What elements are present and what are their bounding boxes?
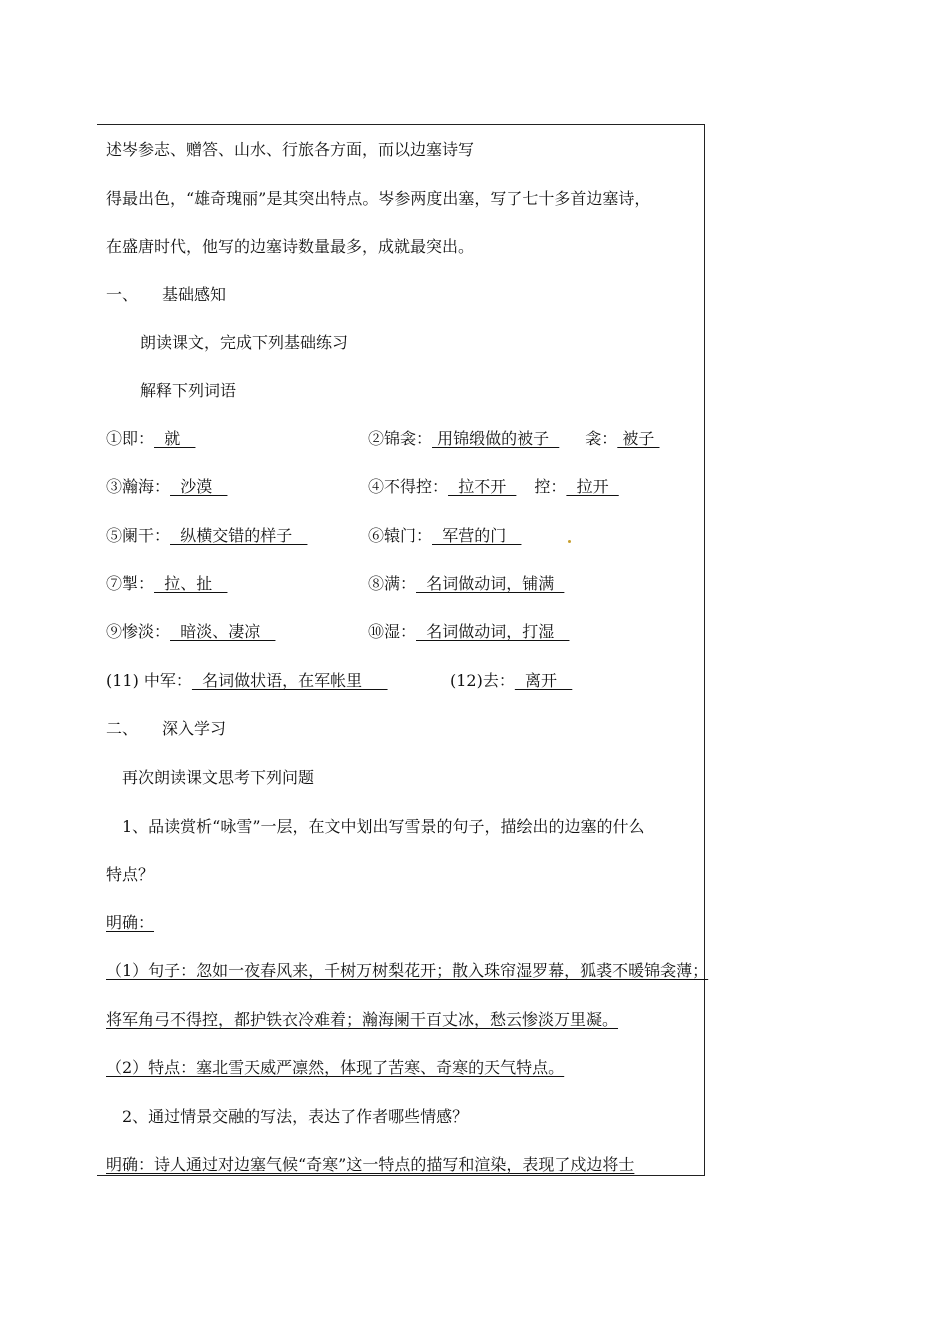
vocab-answer: 沙漠 [170, 477, 228, 496]
vocab-item-8 [368, 574, 564, 594]
vocab-label: ⑧满： [368, 574, 417, 593]
vocab-answer-2: 被子 [617, 429, 660, 448]
vocab-item-7 [106, 574, 227, 594]
intro-line-2: 得最出色，“雄奇瑰丽”是其突出特点。岑参两度出塞，写了七十多首边塞诗， [106, 189, 651, 208]
section2-instruction: 再次朗读课文思考下列问题 [122, 768, 315, 787]
vocab-item-1 [106, 429, 195, 449]
vocab-item-11 [106, 671, 388, 691]
vocab-answer: 就 [154, 429, 196, 448]
question-1-line-1: 1、品读赏析“咏雪”一层，在文中划出写雪景的句子，描绘出的边塞的什么 [122, 817, 645, 836]
section1-subtitle: 解释下列词语 [140, 381, 237, 400]
vocab-label: ④不得控： [368, 477, 449, 496]
answer-1-label: 明确： [106, 913, 155, 932]
vocab-answer: 拉不开 [448, 477, 517, 496]
intro-line-1: 述岑参志、赠答、山水、行旅各方面，而以边塞诗写 [106, 140, 475, 159]
answer-2: 明确：诗人通过对边塞气候“奇寒”这一特点的描写和渲染，表现了戍边将士 [106, 1155, 635, 1174]
section1-instruction: 朗读课文，完成下列基础练习 [140, 333, 349, 352]
vocab-label-2: 衾： [585, 429, 618, 448]
vocab-item-12 [450, 671, 572, 691]
vocab-label: ⑤阑干： [106, 526, 171, 545]
vocab-item-2 [368, 429, 659, 449]
vocab-answer: 离开 [514, 671, 573, 690]
vocab-item-6 [368, 526, 521, 546]
vocab-label: ⑨惨淡： [106, 622, 171, 641]
vocab-item-3 [106, 477, 227, 497]
answer-1-features: （2）特点：塞北雪天威严凛然，体现了苦寒、奇寒的天气特点。 [106, 1058, 565, 1077]
intro-line-3: 在盛唐时代，他写的边塞诗数量最多，成就最突出。 [106, 237, 475, 256]
vocab-answer: 纵横交错的样子 [170, 526, 308, 545]
answer-1-sentences-line-2: 将军角弓不得控，都护铁衣冷难着；瀚海阑干百丈冰，愁云惨淡万里凝。 [106, 1010, 619, 1029]
section2-title: 深入学习 [162, 719, 227, 738]
vocab-label: ⑦掣： [106, 574, 155, 593]
vocab-label: ⑥辕门： [368, 526, 433, 545]
vocab-label: ③瀚海： [106, 477, 171, 496]
vocab-label: (12)去： [450, 671, 515, 690]
page-frame-right [704, 124, 705, 1176]
vocab-answer: 暗淡、凄凉 [170, 622, 276, 641]
vocab-answer: 用锦缎做的被子 [432, 429, 560, 448]
vocab-label-2: 控： [534, 477, 567, 496]
vocab-item-4 [368, 477, 619, 497]
question-2: 2、通过情景交融的写法，表达了作者哪些情感？ [122, 1107, 469, 1126]
section1-number: 一、 [106, 285, 139, 304]
vocab-label: ①即： [106, 429, 155, 448]
vocab-answer: 军营的门 [432, 526, 522, 545]
vocab-item-9 [106, 622, 275, 642]
vocab-item-5 [106, 526, 307, 546]
page-frame-bottom [97, 1175, 705, 1176]
question-1-line-2: 特点？ [106, 865, 155, 884]
vocab-answer: 拉、扯 [154, 574, 228, 593]
vocab-label: ⑩湿： [368, 622, 417, 641]
answer-1-sentences-line-1: （1）句子：忽如一夜春风来，千树万树梨花开；散入珠帘湿罗幕，狐裘不暖锦衾薄； [106, 961, 709, 980]
vocab-answer: 名词做动词，铺满 [416, 574, 565, 593]
page-frame-top [97, 124, 705, 125]
stray-dot [568, 540, 571, 543]
vocab-answer-2: 拉开 [566, 477, 619, 496]
vocab-item-10 [368, 622, 569, 642]
section1-title: 基础感知 [162, 285, 227, 304]
vocab-answer: 名词做状语，在军帐里 [191, 671, 388, 690]
vocab-answer: 名词做动词，打湿 [416, 622, 570, 641]
section2-number: 二、 [106, 719, 139, 738]
vocab-label: ②锦衾： [368, 429, 433, 448]
vocab-label: (11) 中军： [106, 671, 192, 690]
